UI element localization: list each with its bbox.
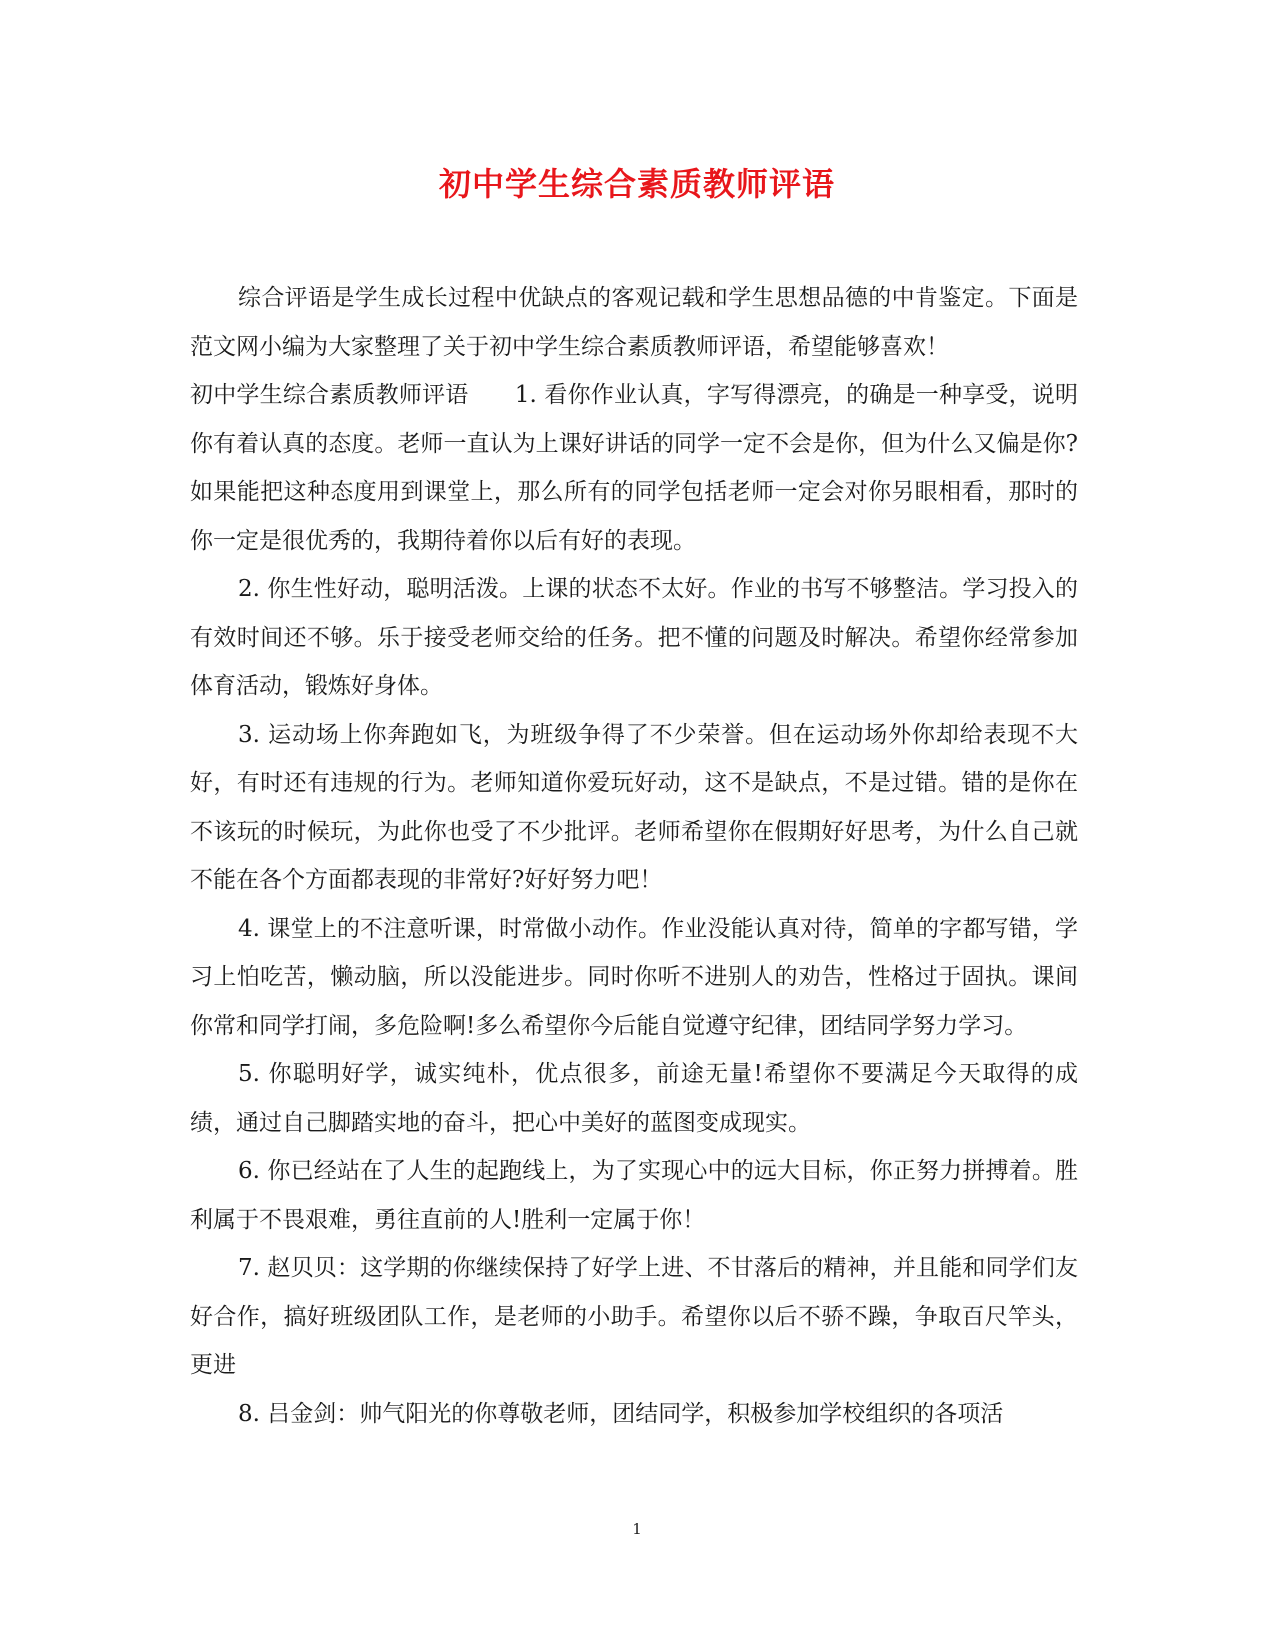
document-title: 初中学生综合素质教师评语 bbox=[438, 165, 835, 203]
comment-paragraph-6: 6. 你已经站在了人生的起跑线上，为了实现心中的远大目标，你正努力拼搏着。胜利属于不畏艰难，勇往直前的人!胜利一定属于你！ bbox=[190, 1158, 1078, 1233]
document-body bbox=[190, 274, 1078, 1438]
comment-paragraph-4: 4. 课堂上的不注意听课，时常做小动作。作业没能认真对待，简单的字都写错，学习上怕吃苦，懒动脑，所以没能进步。同时你听不进别人的劝告，性格过于固执。课间你常和同学打闹，多危险啊!多么希望你今后能自觉遵守纪律，团结同学努力学习。 bbox=[190, 915, 1078, 1039]
comment-paragraph-1: 初中学生综合素质教师评语 1. 看你作业认真，字写得漂亮，的确是一种享受，说明你有着认真的态度。老师一直认为上课好讲话的同学一定不会是你，但为什么又偏是你?如果能把这种态度用到课堂上，那么所有的同学包括老师一定会对你另眼相看，那时的你一定是很优秀的，我期待着你以后有好的表现。 bbox=[190, 382, 1078, 554]
comment-paragraph-5: 5. 你聪明好学，诚实纯朴，优点很多，前途无量!希望你不要满足今天取得的成绩，通过自己脚踏实地的奋斗，把心中美好的蓝图变成现实。 bbox=[190, 1061, 1078, 1136]
comment-paragraph-7: 7. 赵贝贝：这学期的你继续保持了好学上进、不甘落后的精神，并且能和同学们友好合作，搞好班级团队工作，是老师的小助手。希望你以后不骄不躁，争取百尺竿头，更进 bbox=[190, 1255, 1078, 1378]
comment-paragraph-2: 2. 你生性好动，聪明活泼。上课的状态不太好。作业的书写不够整洁。学习投入的有效时间还不够。乐于接受老师交给的任务。把不懂的问题及时解决。希望你经常参加体育活动，锻炼好身体。 bbox=[190, 576, 1078, 699]
comment-paragraph-8: 8. 吕金剑：帅气阳光的你尊敬老师，团结同学，积极参加学校组织的各项活 bbox=[238, 1400, 1004, 1427]
intro-paragraph: 综合评语是学生成长过程中优缺点的客观记载和学生思想品德的中肯鉴定。下面是范文网小编为大家整理了关于初中学生综合素质教师评语，希望能够喜欢！ bbox=[190, 285, 1078, 360]
page-number: 1 bbox=[632, 1520, 642, 1538]
comment-paragraph-3: 3. 运动场上你奔跑如飞，为班级争得了不少荣誉。但在运动场外你却给表现不大好，有时还有违规的行为。老师知道你爱玩好动，这不是缺点，不是过错。错的是你在不该玩的时候玩，为此你也受了不少批评。老师希望你在假期好好思考，为什么自己就不能在各个方面都表现的非常好?好好努力吧！ bbox=[190, 721, 1078, 893]
